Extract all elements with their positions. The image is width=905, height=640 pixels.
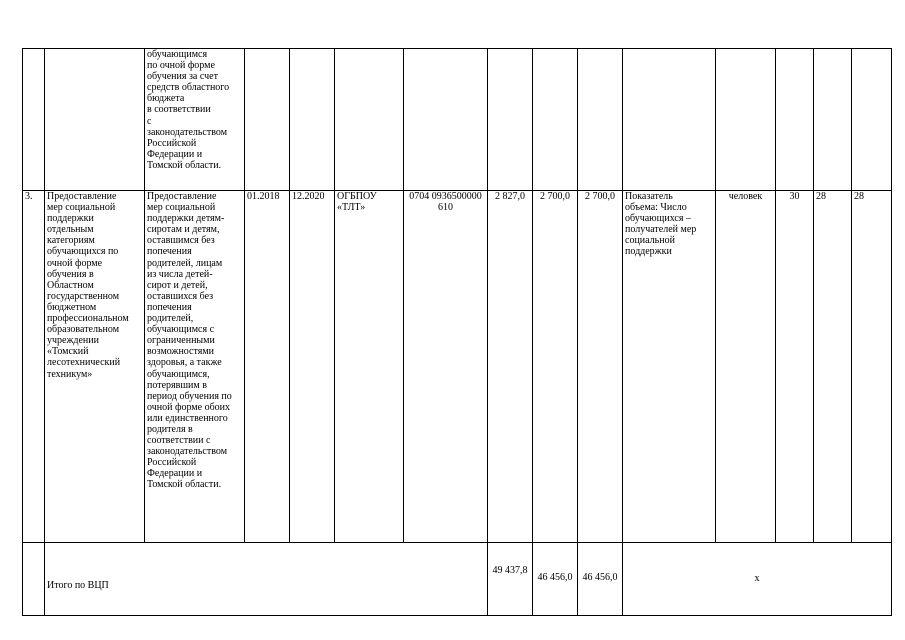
- cell-unit: человек: [716, 191, 776, 543]
- cell-unit-empty: [716, 49, 776, 191]
- cell-end-date: 12.2020: [290, 191, 335, 543]
- cell-code-empty: [404, 49, 488, 191]
- cell-start-empty: [245, 49, 290, 191]
- cell-indicator-empty: [623, 49, 716, 191]
- cell-total-number-empty: [23, 543, 45, 616]
- table-row-3: [23, 191, 892, 543]
- cell-total-sum-2018: 49 437,8: [488, 543, 533, 616]
- cell-val1-empty: [776, 49, 814, 191]
- cell-val2-empty: [814, 49, 852, 191]
- cell-total-x-mark: х: [623, 543, 892, 616]
- cell-value-2019: 28: [814, 191, 852, 543]
- cell-sum-2020: 2 700,0: [578, 191, 623, 543]
- cell-total-sum-2020: 46 456,0: [578, 543, 623, 616]
- cell-total-sum-2019: 46 456,0: [533, 543, 578, 616]
- cell-event: Предоставление мер социальной поддержки детям- сиротам и детям, оставшимся без попечения родителей, лицам из числа детей- сирот и детей, оставшихся без попечения родителей, обучающимся с ограниченными возможностями здоровья, а также обучающимся, потерявшим в период обучения по очной форме обоих или единственного родителя в соответствии с законодательством Российской Федерации и Томской области.: [145, 191, 245, 543]
- cell-task: Предоставление мер социальной поддержки отдельным категориям обучающихся по очной форме обучения в Областном государственном бюджетном профессиональном образовательном учреждении «Томский лесотехнический техникум»: [45, 191, 145, 543]
- cell-budget-code: 0704 0936500000 610: [404, 191, 488, 543]
- cell-total-label: Итого по ВЦП: [45, 543, 488, 616]
- cell-sum1-empty: [488, 49, 533, 191]
- cell-number-empty: [23, 49, 45, 191]
- table-row-continued: [23, 49, 892, 191]
- cell-value-2018: 30: [776, 191, 814, 543]
- cell-sum-2019: 2 700,0: [533, 191, 578, 543]
- cell-indicator: Показатель объема: Число обучающихся – получателей мер социальной поддержки: [623, 191, 716, 543]
- cell-sum-2018: 2 827,0: [488, 191, 533, 543]
- cell-event-continued: обучающимся по очной форме обучения за счет средств областного бюджета в соответствии с законодательством Российской Федерации и Томской области.: [145, 49, 245, 191]
- cell-executor-empty: [335, 49, 404, 191]
- cell-sum3-empty: [578, 49, 623, 191]
- cell-end-empty: [290, 49, 335, 191]
- cell-start-date: 01.2018: [245, 191, 290, 543]
- cell-number: 3.: [23, 191, 45, 543]
- program-table: [22, 48, 892, 616]
- cell-val3-empty: [852, 49, 892, 191]
- cell-value-2020: 28: [852, 191, 892, 543]
- cell-sum2-empty: [533, 49, 578, 191]
- cell-executor: ОГБПОУ «ТЛТ»: [335, 191, 404, 543]
- table-row-total: [23, 543, 892, 616]
- cell-task-empty: [45, 49, 145, 191]
